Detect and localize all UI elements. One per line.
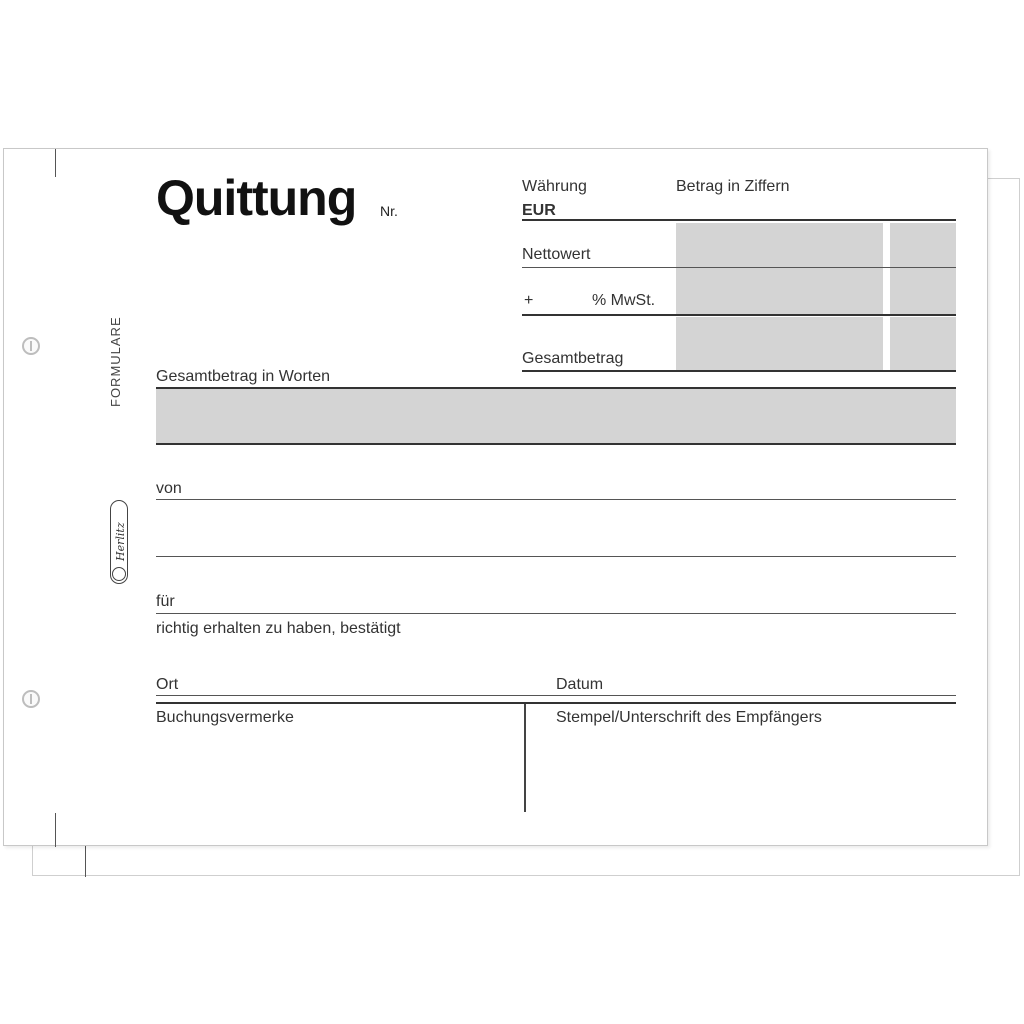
- von-line-2[interactable]: [156, 556, 956, 557]
- receipt-form-sheet: [3, 148, 988, 846]
- buchung-label: Buchungsvermerke: [156, 709, 294, 726]
- brand-logo-circle-icon: [112, 567, 126, 581]
- waehrung-value: EUR: [522, 202, 556, 219]
- mwst-label: % MwSt.: [592, 292, 656, 309]
- gesamtbetrag-worten-label: Gesamtbetrag in Worten: [156, 368, 331, 385]
- formulare-side-label: FORMULARE: [108, 316, 123, 407]
- footer-divider: [524, 704, 526, 812]
- brand-logo-script: Herlitz: [114, 522, 127, 561]
- mwst-amount-field[interactable]: [676, 270, 883, 314]
- amount-header-line: [522, 219, 956, 221]
- binding-tick-top: [55, 149, 56, 177]
- datum-label: Datum: [556, 676, 604, 693]
- mwst-plus: +: [524, 292, 534, 309]
- fuer-line[interactable]: [156, 613, 956, 614]
- punch-hole-top: [22, 337, 40, 355]
- gesamtbetrag-label: Gesamtbetrag: [522, 350, 624, 367]
- punch-hole-bottom: [22, 690, 40, 708]
- nettowert-amount-field[interactable]: [676, 223, 883, 270]
- betrag-ziffern-label: Betrag in Ziffern: [676, 178, 790, 195]
- nr-label: Nr.: [380, 203, 398, 219]
- nettowert-label: Nettowert: [522, 246, 591, 263]
- worten-bottom-line: [156, 443, 956, 445]
- waehrung-label: Währung: [522, 178, 587, 195]
- gesamtbetrag-line: [522, 370, 956, 372]
- mwst-cents-field[interactable]: [890, 270, 956, 314]
- ort-datum-line[interactable]: [156, 695, 956, 696]
- von-label: von: [156, 480, 182, 497]
- bestaetigt-label: richtig erhalten zu haben, bestätigt: [156, 620, 401, 637]
- gesamtbetrag-amount-field[interactable]: [676, 317, 883, 371]
- footer-top-line: [156, 702, 956, 704]
- back-sheet-spine: [85, 843, 86, 877]
- von-line[interactable]: [156, 499, 956, 500]
- binding-tick-bottom: [55, 813, 56, 847]
- nettowert-cents-field[interactable]: [890, 223, 956, 270]
- nettowert-line: [522, 267, 956, 268]
- ort-label: Ort: [156, 676, 179, 693]
- gesamtbetrag-worten-field[interactable]: [156, 389, 956, 443]
- fuer-label: für: [156, 593, 175, 610]
- stempel-label: Stempel/Unterschrift des Empfängers: [556, 709, 822, 726]
- mwst-line: [522, 314, 956, 316]
- gesamtbetrag-cents-field[interactable]: [890, 317, 956, 371]
- page-title: Quittung: [156, 170, 357, 226]
